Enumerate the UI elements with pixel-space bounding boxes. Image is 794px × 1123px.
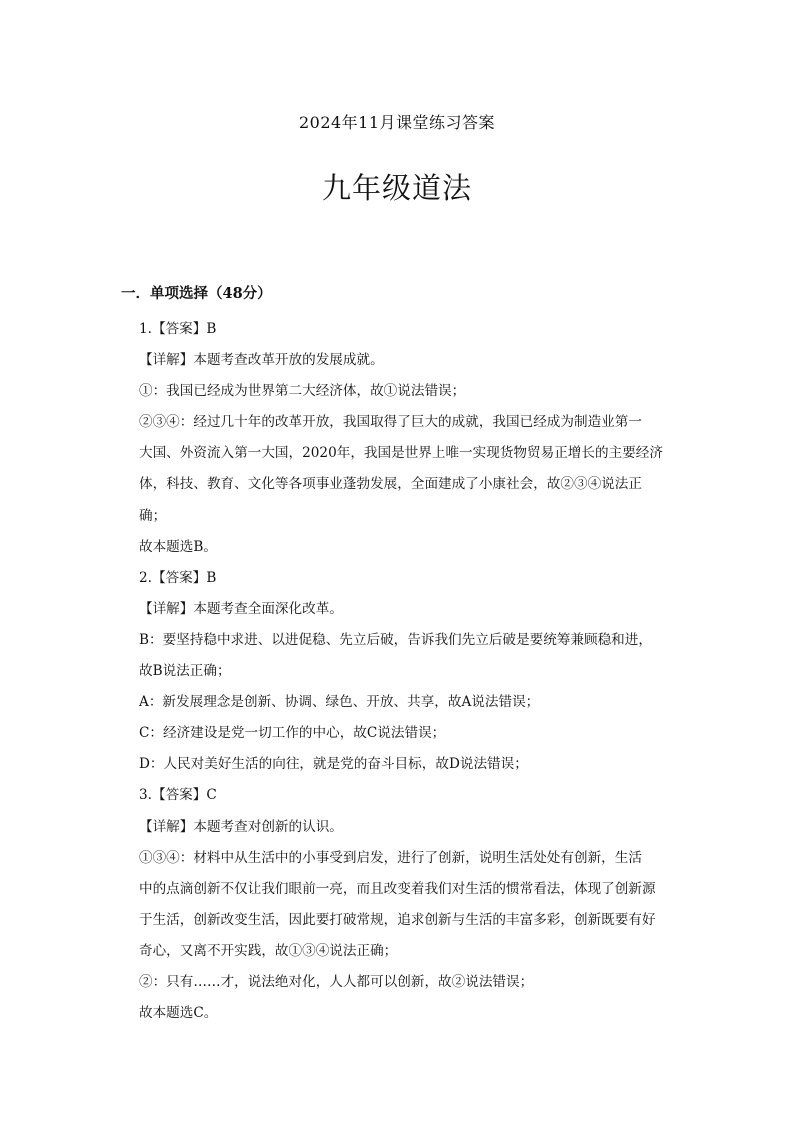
section-heading: 一．单项选择（48分） — [121, 285, 272, 302]
answer-line: 3.【答案】C — [139, 787, 217, 804]
answer-line: 故本题选B。 — [139, 538, 217, 555]
answer-line: A：新发展理念是创新、协调、绿色、开放、共享，故A说法错误； — [139, 694, 540, 711]
answer-line: B：要坚持稳中求进、以进促稳、先立后破，告诉我们先立后破是要统筹兼顾稳和进， — [139, 631, 652, 648]
answer-line: 2.【答案】B — [139, 569, 217, 586]
answer-line: 于生活，创新改变生活，因此要打破常规，追求创新与生活的丰富多彩，创新既要有好 — [139, 911, 656, 928]
answer-line: 奇心，又离不开实践，故①③④说法正确； — [139, 942, 398, 959]
answer-line: 【详解】本题考查对创新的认识。 — [139, 818, 343, 835]
document-main-title: 九年级道法 — [321, 171, 472, 205]
answer-line: 故本题选C。 — [139, 1005, 218, 1022]
answer-content — [139, 314, 679, 1029]
answer-line: ②③④：经过几十年的改革开放，我国取得了巨大的成就，我国已经成为制造业第一 — [139, 414, 642, 431]
answer-line: 确； — [139, 507, 167, 524]
answer-line: 【详解】本题考查改革开放的发展成就。 — [139, 352, 384, 369]
answer-line: 【详解】本题考查全面深化改革。 — [139, 600, 343, 617]
answer-line: 故B说法正确； — [139, 663, 231, 680]
answer-line: C：经济建设是党一切工作的中心，故C说法错误； — [139, 725, 446, 742]
answer-line: 中的点滴创新不仅让我们眼前一亮，而且改变着我们对生活的惯常看法，体现了创新源 — [139, 880, 656, 897]
answer-line: 1.【答案】B — [139, 321, 217, 337]
answer-line: 体，科技、教育、文化等各项事业蓬勃发展，全面建成了小康社会，故②③④说法正 — [139, 476, 642, 493]
answer-line: D：人民对美好生活的向往，就是党的奋斗目标，故D说法错误； — [139, 756, 528, 773]
answer-line: ①：我国已经成为世界第二大经济体，故①说法错误； — [139, 383, 466, 400]
answer-line: 大国、外资流入第一大国，2020年，我国是世界上唯一实现货物贸易正增长的主要经济 — [139, 445, 663, 462]
answer-line: ①③④：材料中从生活中的小事受到启发，进行了创新，说明生活处处有创新，生活 — [139, 849, 642, 866]
document-header-title: 2024年11月课堂练习答案 — [298, 113, 496, 132]
answer-line: ②：只有……才，说法绝对化，人人都可以创新，故②说法错误； — [139, 973, 534, 990]
